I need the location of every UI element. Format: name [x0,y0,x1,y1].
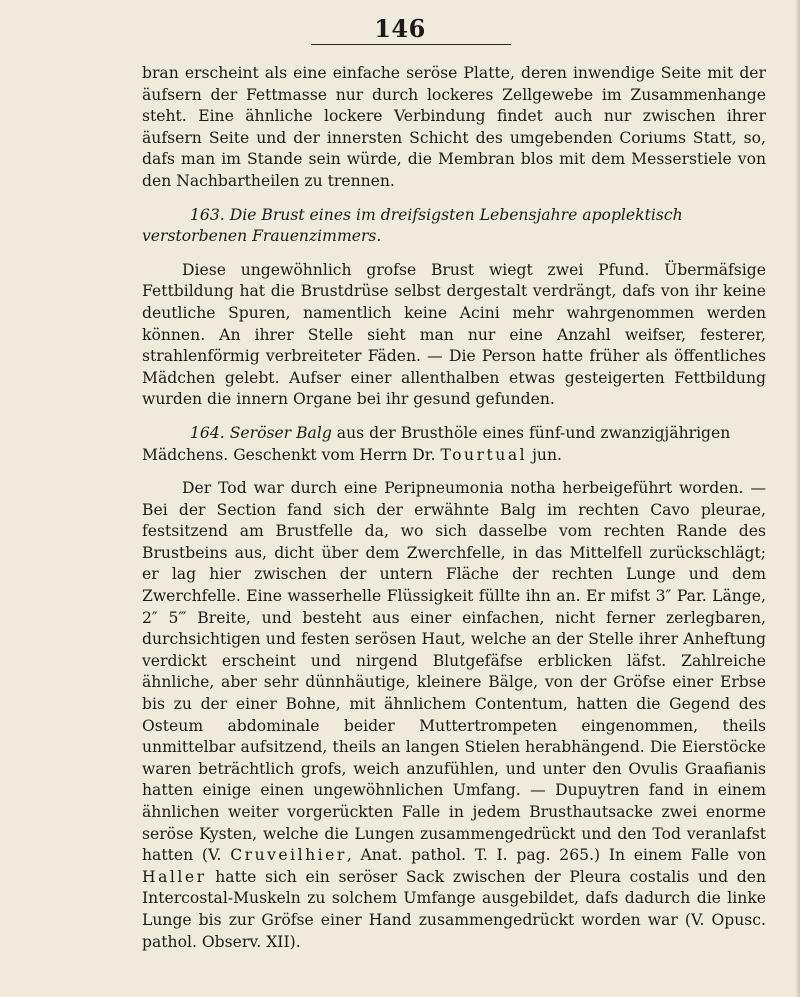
section-description: aus der Brusthöle eines fünf-und zwanzigjährigen Mädchens. Geschenkt vom Herrn Dr. [142,423,731,464]
paragraph-text: , Anat. pathol. T. I. pag. 265.) In einem Falle von [346,846,767,865]
page-edge-shadow [795,0,800,997]
author-name: Cruveilhier [230,846,347,865]
paragraph-164 [142,478,766,953]
donor-suffix: jun. [527,445,562,464]
paragraph-text: hatte sich ein seröser Sack zwischen der Pleura costalis und den Intercostal-Muskeln zu solchem Umfange ausgebildet, dafs dadurch die linke Lunge bis zur Gröfse einer Hand zusammengedrückt worden war (V. Opusc. pathol. Observ. XII). [142,867,766,951]
section-number: 163. [190,205,225,224]
paragraph-text: fand in einem ähnlichen weiter vorgerückten Falle in jedem Brusthautsacke zwei enorme seröse Kysten, welche die Lungen zusammengedrückt und den Tod veranlafst hatten (V. [142,781,766,865]
section-title: Seröser Balg [229,423,332,442]
section-164-heading [142,423,766,466]
section-number: 164. [190,423,225,442]
page-body [142,63,766,953]
section-title: Die Brust eines im dreifsigsten Lebensjahre apoplektisch verstorbenen Frauenzimmers. [142,205,683,246]
header-rule [311,44,511,45]
author-name: Haller [142,867,207,886]
paragraph-continuation: bran erscheint als eine einfache seröse Platte, deren inwendige Seite mit der äufsern der Fettmasse nur durch lockeres Zellgewebe im Zusammenhange steht. Eine ähnliche lockere Verbindung findet auch nur zwischen ihrer äufsern Seite und der innersten Schicht des umgebenden Coriums Statt, so, dafs man im Stande sein würde, die Membran blos mit dem Messerstiele von den Nachbartheilen zu trennen. [142,64,766,190]
page-number: 146 [374,14,426,43]
section-163-heading [142,205,766,248]
paragraph-163: Diese ungewöhnlich grofse Brust wiegt zwei Pfund. Übermäfsige Fettbildung hat die Brustdrüse selbst dergestalt verdrängt, dafs von ihr keine deutliche Spuren, namentlich keine Acini mehr wahrgenommen werden können. An ihrer Stelle sieht man nur eine Anzahl weifser, festerer, strahlenförmig verbreiteter Fäden. — Die Person hatte früher als öffentliches Mädchen gelebt. Aufser einer allenthalben etwas gesteigerten Fettbildung wurden die innern Organe bei ihr gesund gefunden. [142,260,766,409]
author-name: Dupuytren [555,781,640,800]
paragraph-text: Der Tod war durch eine Peripneumonia notha herbeigeführt worden. — Bei der Section fand sich der erwähnte Balg im rechten Cavo pleurae, festsitzend am Brustfelle da, wo sich dasselbe vom rechten Rande des Brustbeins aus, dicht über dem Zwerchfelle, in das Mittelfell zurückschlägt; er lag hier zwischen der untern Fläche der rechten Lunge und dem Zwerchfelle. Eine wasserhelle Flüssigkeit füllte ihn an. Er mifst 3″ Par. Länge, 2″ 5‴ Breite, und besteht aus einer einfachen, nicht ferner zerlegbaren, durchsichtigen und festen serösen Haut, welche an der Stelle ihrer Anheftung verdickt erscheint und nirgend Blutgefäfse erblicken läfst. Zahlreiche ähnliche, aber sehr dünnhäutige, kleinere Bälge, von der Gröfse einer Erbse bis zu der einer Bohne, mit ähnlichem Contentum, hatten die Gegend des Osteum abdominale beider Muttertrompeten eingenommen, theils unmittelbar aufsitzend, theils an langen Stielen herabhängend. Die Eierstöcke waren beträchtlich grofs, weich anzufühlen, und unter den Ovulis Graafianis hatten einige einen ungewöhnlichen Umfang. — [142,479,766,800]
donor-name: Tourtual [440,445,528,464]
